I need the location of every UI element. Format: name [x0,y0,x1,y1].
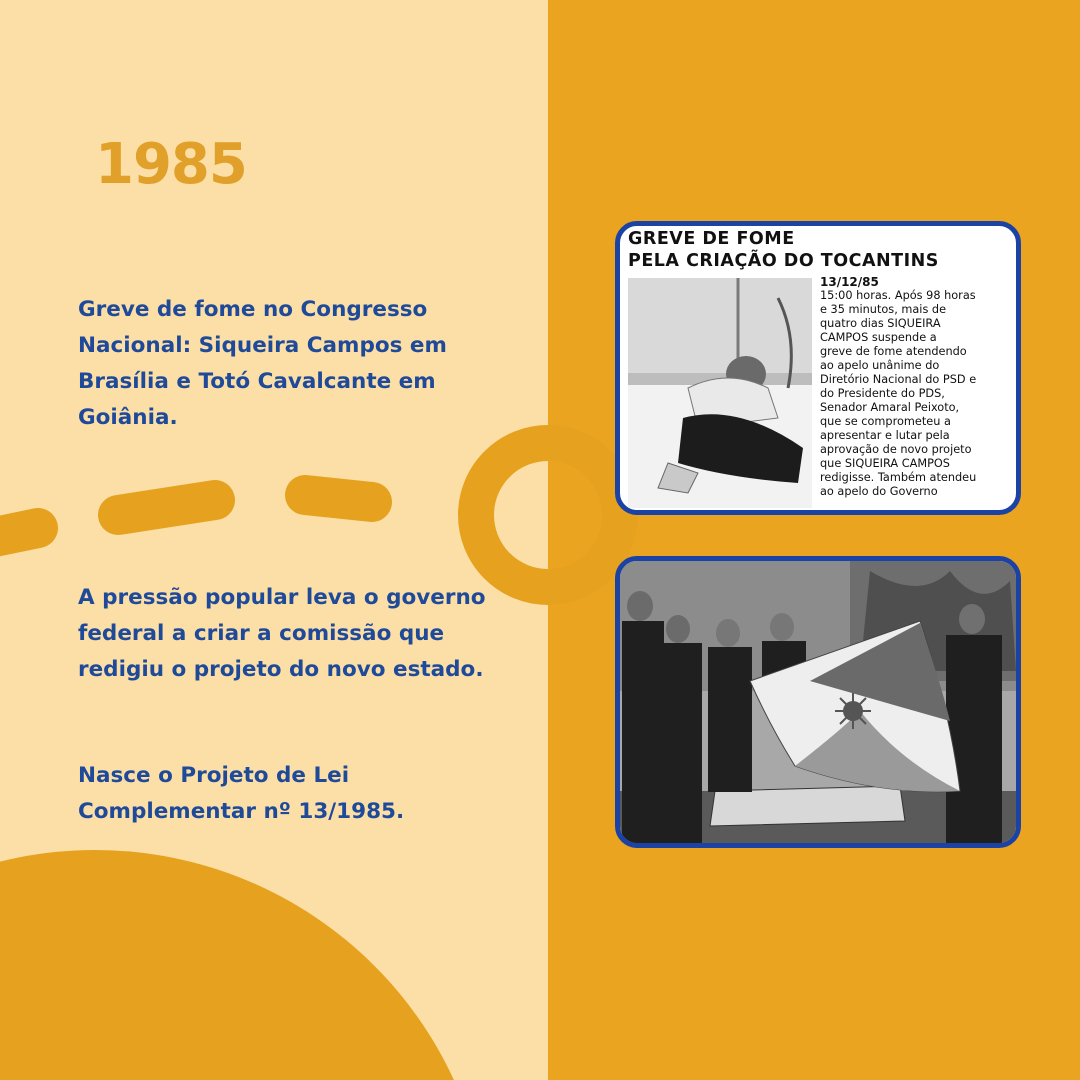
group-with-flag-illustration [620,561,1016,843]
newspaper-line: Senador Amaral Peixoto, [820,401,960,414]
paragraph-popular-pressure: A pressão popular leva o governo federal a criar a comissão que redigiu o projeto do novo estado. [78,585,486,682]
newspaper-line: que SIQUEIRA CAMPOS [820,457,950,470]
ring-shape [476,443,620,587]
newspaper-headline-line2: PELA CRIAÇÃO DO TOCANTINS [628,251,939,271]
paragraph-law-project: Nasce o Projeto de Lei Complementar nº 13/1985. [78,763,405,824]
newspaper-line: ao apelo unânime do [820,359,940,372]
newspaper-line: e 35 minutos, mais de [820,303,947,316]
newspaper-line: do Presidente do PDS, [820,387,945,400]
newspaper-line: 15:00 horas. Após 98 horas [820,289,976,302]
newspaper-article-text [820,275,1020,499]
newspaper-date: 13/12/85 [820,275,879,289]
dash-segment [118,500,215,515]
newspaper-headline-line1: GREVE DE FOME [628,229,795,249]
dash-segment [305,495,372,502]
dash-segment [0,528,38,540]
newspaper-line: CAMPOS suspende a [820,331,937,344]
year-title: 1985 [95,132,247,197]
newspaper-line: apresentar e lutar pela [820,429,950,442]
newspaper-line: ao apelo do Governo [820,485,938,498]
newspaper-line: quatro dias SIQUEIRA [820,317,941,330]
newspaper-line: aprovação de novo projeto [820,443,972,456]
paragraph-hunger-strike: Greve de fome no Congresso Nacional: Siqueira Campos em Brasília e Totó Cavalcante em Goiânia. [78,297,447,430]
hospital-bed-illustration [628,278,812,508]
group-flag-photo [615,556,1021,848]
newspaper-line: redigisse. Também atendeu [820,471,977,484]
corner-blob [0,850,490,1080]
newspaper-line: greve de fome atendendo [820,345,967,358]
newspaper-photo [628,278,812,508]
newspaper-line: que se comprometeu a [820,415,951,428]
newspaper-line: Diretório Nacional do PSD e [820,373,977,386]
newspaper-clipping [615,221,1021,515]
